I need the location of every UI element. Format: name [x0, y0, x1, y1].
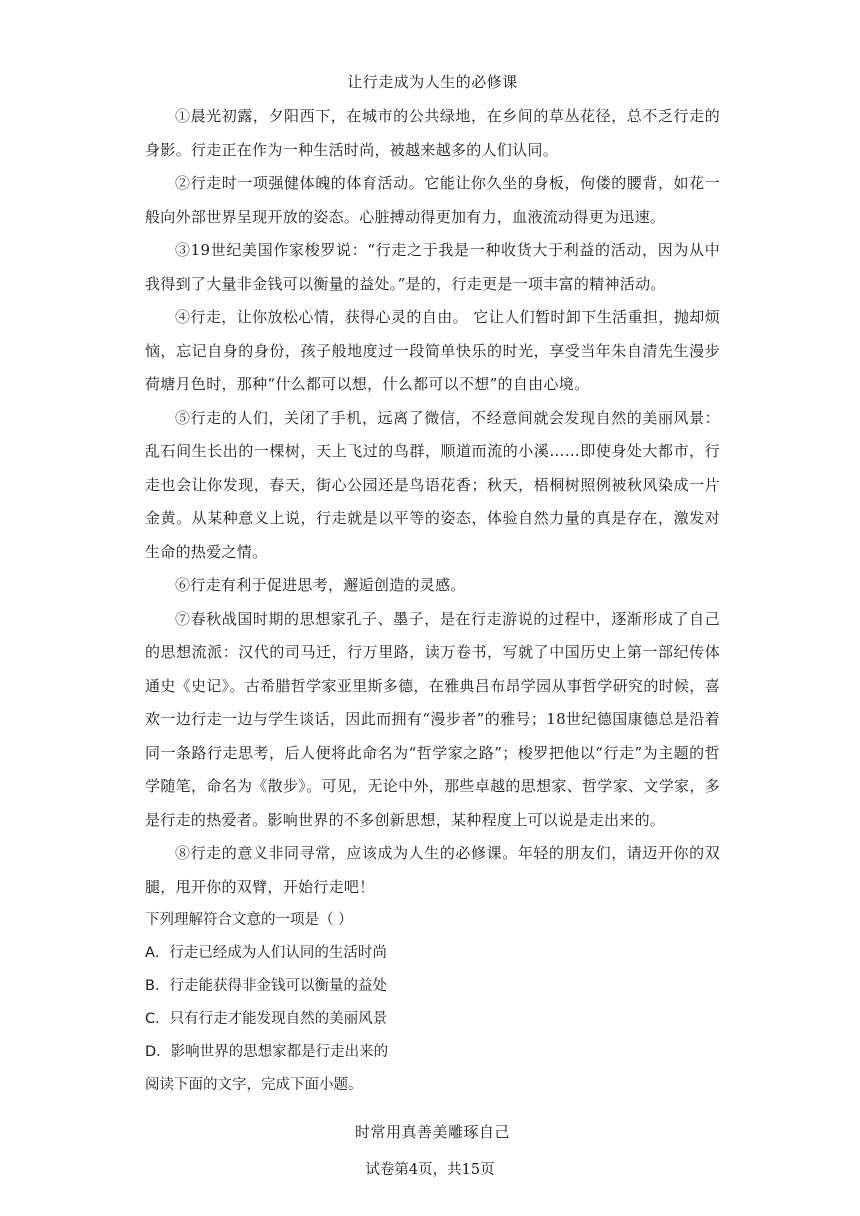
paragraph-2: ②行走时一项强健体魄的体育活动。它能让你久坐的身板，佝偻的腰背，如花一般向外部世界呈现开放的姿态。心脏搏动得更加有力，血液流动得更为迅速。	[145, 174, 720, 226]
next-article-title: 时常用真善美雕琢自己	[354, 1123, 510, 1141]
option-a[interactable]: A．行走已经成为人们认同的生活时尚	[145, 945, 387, 961]
paragraph-8: ⑧行走的意义非同寻常，应该成为人生的必修课。年轻的朋友们，请迈开你的双腿，甩开你的双臂，开始行走吧！	[145, 844, 720, 896]
option-d[interactable]: D．影响世界的思想家都是行走出来的	[145, 1044, 389, 1060]
paragraph-7: ⑦春秋战国时期的思想家孔子、墨子，是在行走游说的过程中，逐渐形成了自己的思想流派：汉代的司马迁，行万里路，读万卷书，写就了中国历史上第一部纪传体通史《史记》。古希腊哲学家亚里斯多德，在雅典吕布昂学园从事哲学研究的时候，喜欢一边行走一边与学生谈话，因此而拥有“漫步者”的雅号；18世纪德国康德总是沿着同一条路行走思考，后人便将此命名为“哲学家之路”；梭罗把他以“行走”为主题的哲学随笔，命名为《散步》。可见，无论中外，那些卓越的思想家、哲学家、文学家，多是行走的热爱者。影响世界的不多创新思想，某种程度上可以说是走出来的。	[145, 609, 720, 829]
page-content	[145, 70, 720, 1144]
option-b[interactable]: B．行走能获得非金钱可以衡量的益处	[145, 978, 387, 994]
paragraph-4: ④行走，让你放松心情，获得心灵的自由。 它让人们暂时卸下生活重担，抛却烦恼，忘记自身的身份，孩子般地度过一段简单快乐的时光，享受当年朱自清先生漫步荷塘月色时，那种“什么都可以想，什么都可以不想”的自由心境。	[145, 308, 720, 393]
question-stem: 下列理解符合文意的一项是（ ）	[145, 912, 353, 928]
paragraph-1: ①晨光初露，夕阳西下，在城市的公共绿地，在乡间的草丛花径，总不乏行走的身影。行走正在作为一种生活时尚，被越来越多的人们认同。	[145, 107, 720, 159]
paragraph-3: ③19世纪美国作家梭罗说：“行走之于我是一种收货大于利益的活动，因为从中我得到了大量非金钱可以衡量的益处。”是的，行走更是一项丰富的精神活动。	[145, 241, 720, 293]
option-c[interactable]: C．只有行走才能发现自然的美丽风景	[145, 1011, 388, 1027]
section-instruction: 阅读下面的文字，完成下面小题。	[145, 1077, 363, 1093]
article-title: 让行走成为人生的必修课	[347, 73, 518, 91]
page-footer: 试卷第4页，共15页	[365, 1162, 495, 1178]
paragraph-6: ⑥行走有利于促进思考，邂逅创造的灵感。	[175, 576, 466, 594]
paragraph-5: ⑤行走的人们，关闭了手机，远离了微信，不经意间就会发现自然的美丽风景：乱石间生长出的一棵树，天上飞过的鸟群，顺道而流的小溪……即使身处大都市，行走也会让你发现，春天，街心公园还是鸟语花香；秋天，梧桐树照例被秋风染成一片金黄。从某种意义上说，行走就是以平等的姿态，体验自然力量的真是存在，激发对生命的热爱之情。	[145, 408, 720, 561]
